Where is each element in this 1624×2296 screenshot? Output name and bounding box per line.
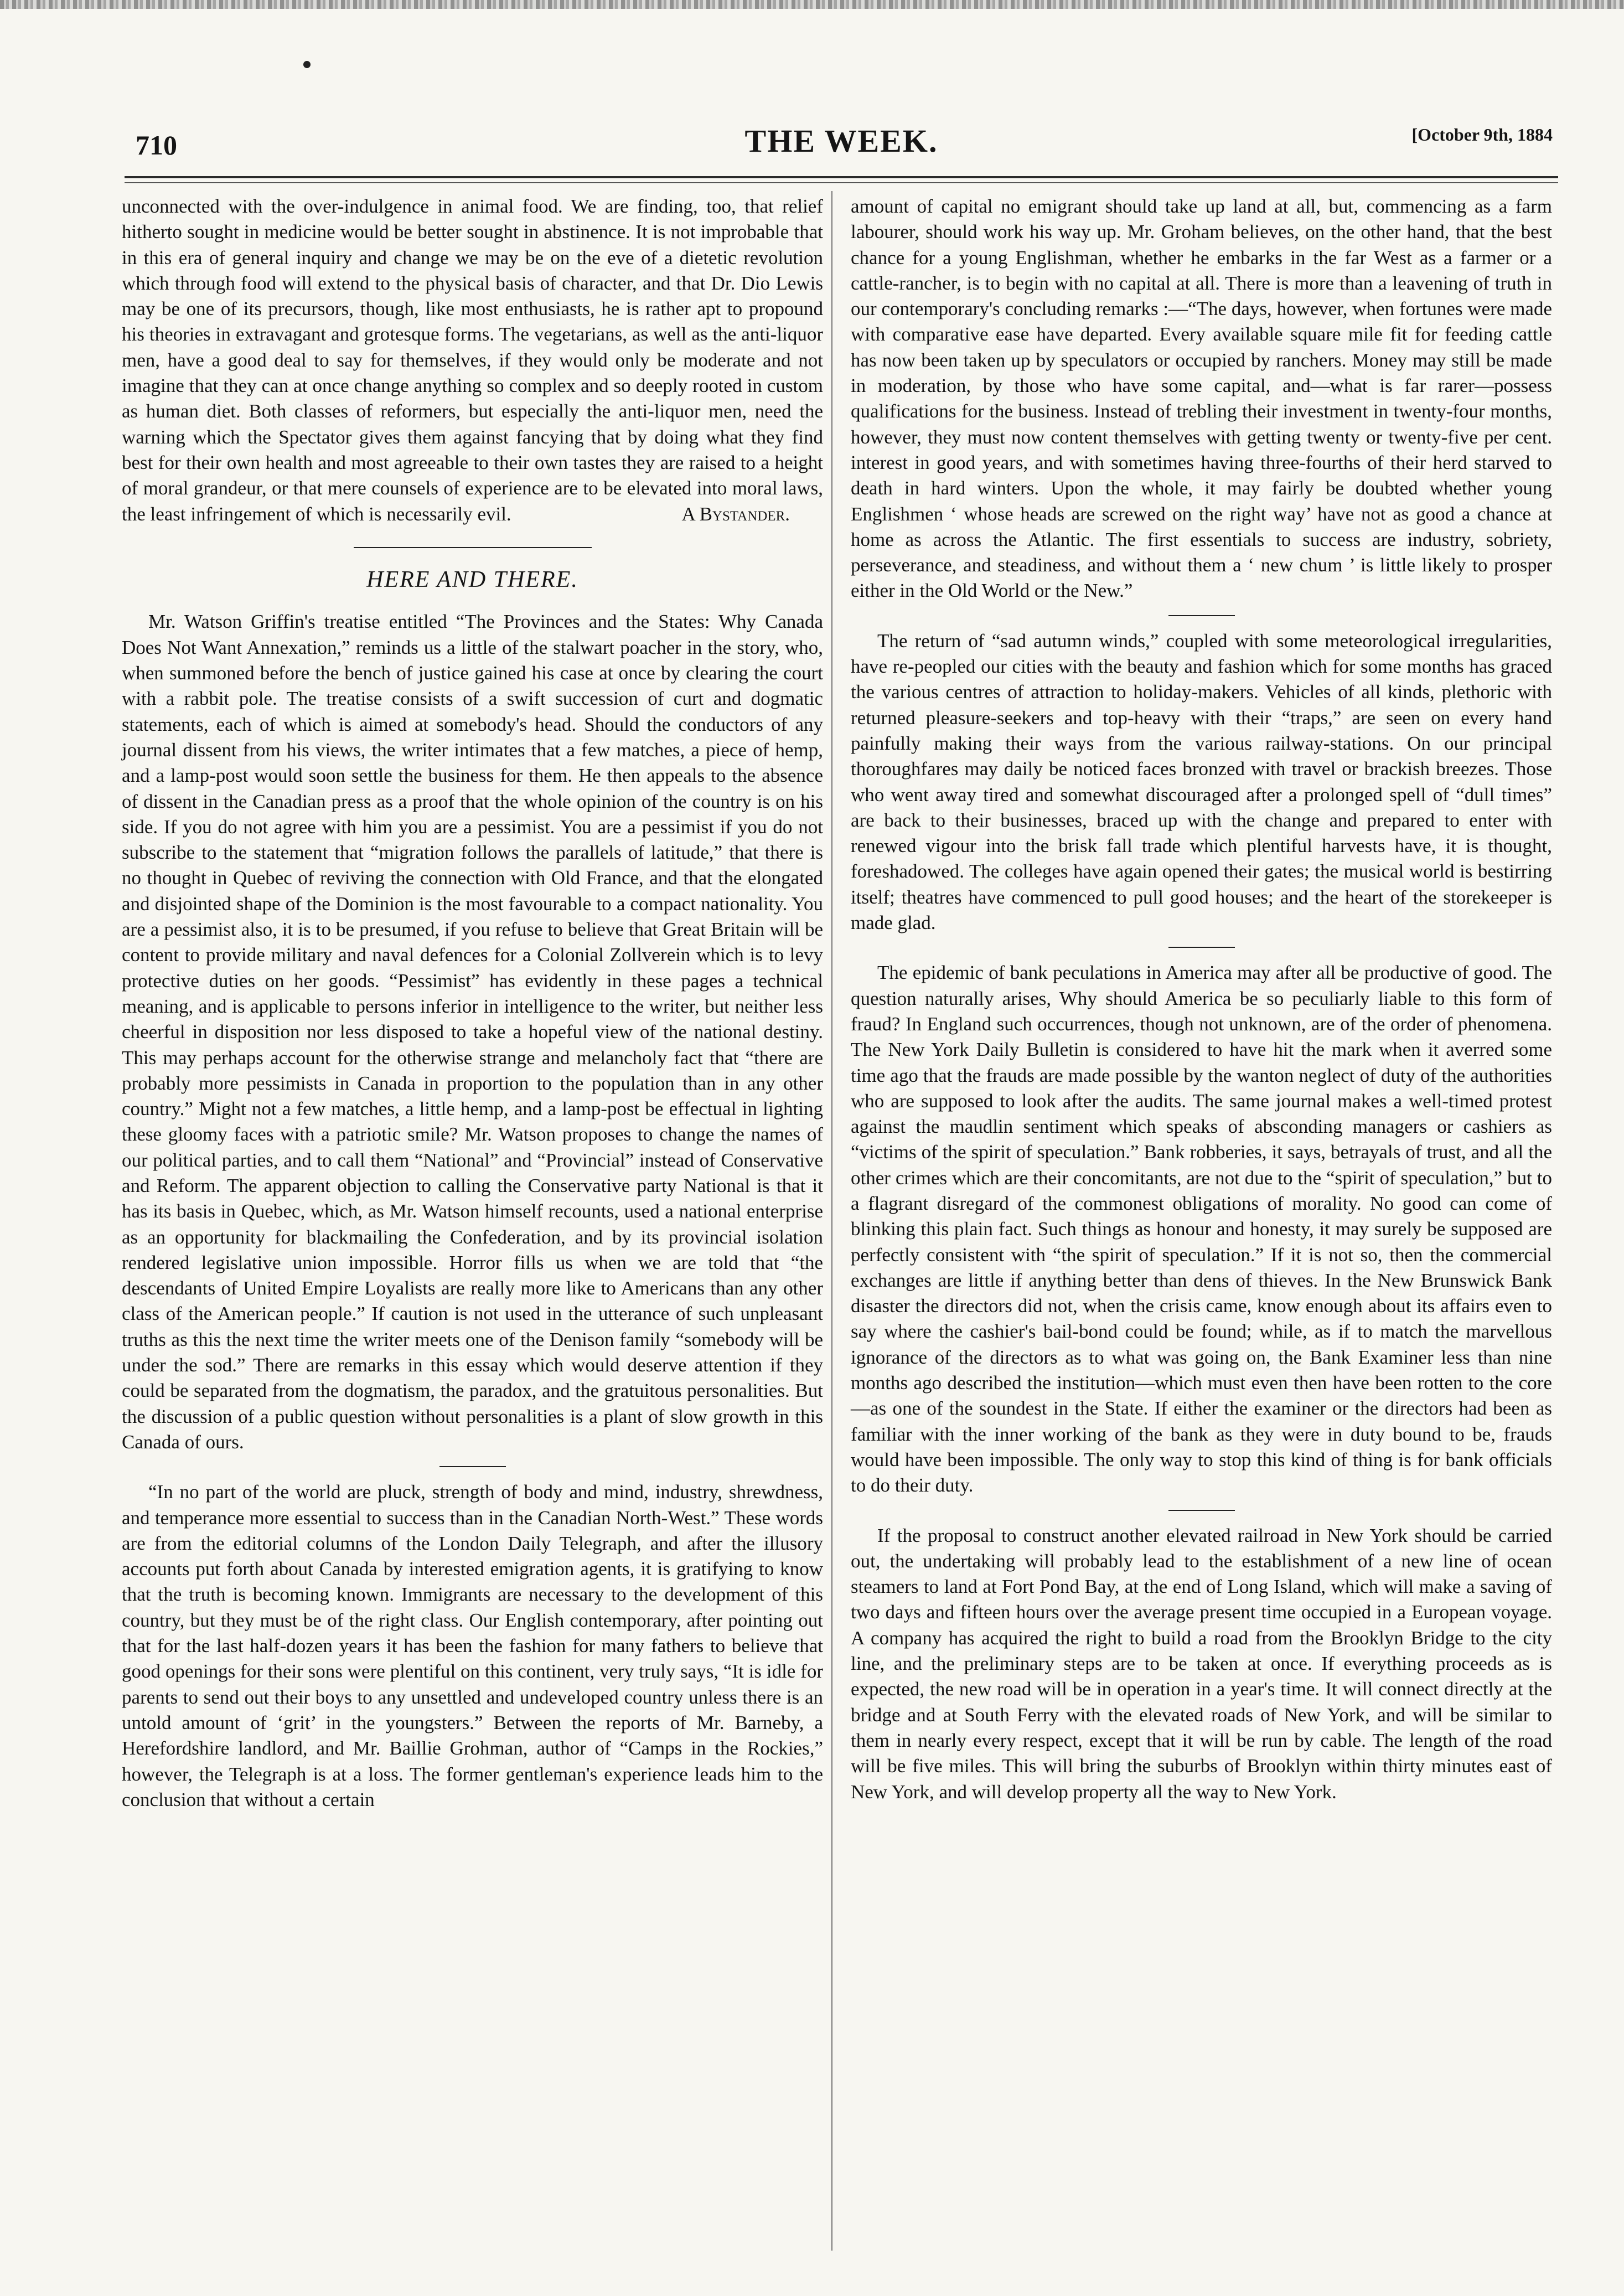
left-column	[122, 194, 823, 1813]
right-column	[851, 194, 1552, 1805]
page-top-edge	[0, 0, 1624, 9]
article-paragraph: Mr. Watson Griffin's treatise entitled “The Provinces and the States: Why Canada Does Not Want Annexation,” reminds us a little of the stalwart poacher in the story, who, when summoned before the bench of justice gained his case at once by clearing the court with a rabbit pole. The treatise consists of a swift succession of curt and dogmatic statements, each of which is aimed at somebody's head. Should the conductors of any journal dissent from his views, the writer intimates that a few matches, a piece of hemp, and a lamp-post would soon settle the business for them. He then appeals to the absence of dissent in the Canadian press as a proof that the whole opinion of the country is on his side. If you do not agree with him you are a pessimist. You are a pessimist if you do not subscribe to the statement that “migration follows the parallels of latitude,” that there is no thought in Quebec of reviving the connection with Old France, and that the elongated and disjointed shape of the Dominion is the most favourable to a compact nationality. You are a pessimist also, it is to be presumed, if you refuse to believe that Great Britain will be content to provide military and naval defences for a Colonial Zollverein which is to levy protective duties on her goods. “Pessimist” has evidently in these pages a technical meaning, and is applicable to persons inferior in intelligence to the writer, but neither less cheerful in disposition nor less disposed to take a hopeful view of the national destiny. This may perhaps account for the otherwise strange and melancholy fact that “there are probably more pessimists in Canada in proportion to the population than in any other country.” Might not a few matches, a little hemp, and a lamp-post be effectual in lighting these gloomy faces with a patriotic smile? Mr. Watson proposes to change the names of our political parties, and to call them “National” and “Provincial” instead of Conservative and Reform. The apparent objection to calling the Conservative party National is that it has its basis in Quebec, which, as Mr. Watson himself recounts, used a national enterprise as an opportunity for blackmailing the Confederation, and by its provincial isolation rendered legislative union impossible. Horror fills us when we are told that “the descendants of United Empire Loyalists are really more like to Americans than any other class of the American people.” If caution is not used in the utterance of such unpleasant truths as this the next time the writer meets one of the Denison family “somebody will be under the sod.” There are remarks in this essay which would deserve attention if they could be separated from the dogmatism, the paradox, and the gratuitous personalities. But the discussion of a public question without personalities is a plant of slow growth in this Canada of ours.	[122, 611, 823, 1453]
page-number: 710	[136, 130, 177, 161]
ink-speck	[303, 61, 311, 68]
header-rule-thin	[125, 182, 1558, 183]
page-header	[125, 119, 1558, 163]
bystander-closing-paragraph: unconnected with the over-indulgence in animal food. We are finding, too, that relief hitherto sought in medicine would be better sought in abstinence. It is not improbable that in this era of general inquiry and change we may be on the eve of a dietetic revolution which through food will extend to the physical basis of character, and that Dr. Dio Lewis may be one of its precursors, though, like most enthusiasts, he is rather apt to propound his theories in extravagant and grotesque forms. The vegetarians, as well as the anti-liquor men, have a good deal to say for themselves, if they would only be moderate and not imagine that they can at once change anything so complex and so deeply rooted in custom as human diet. Both classes of reformers, but especially the anti-liquor men, need the warning which the Spectator gives them against fancying that by doing what they find best for their own health and most agreeable to their own tastes they are raised to a height of moral grandeur, or that mere counsels of experience are to be elevated into moral laws, the least infringement of which is necessarily evil.	[122, 195, 823, 525]
article-paragraph: The epidemic of bank peculations in America may after all be productive of good. The question naturally arises, Why should America be so peculiarly liable to this form of fraud? In England such occurrences, though not unknown, are of the order of phenomena. The New York Daily Bulletin is considered to have hit the mark when it averred some time ago that the frauds are made possible by the wanton neglect of duty of the authorities who are supposed to look after the audits. The same journal makes a well-timed protest against the maudlin sentiment which speaks of absconding managers or cashiers as “victims of the spirit of speculation.” Bank robberies, it says, betrayals of trust, and all the other crimes which are their concomitants, are not due to the “spirit of speculation,” but to a flagrant disregard of the commonest obligations of morality. No good can come of blinking this plain fact. Such things as honour and honesty, it may surely be supposed are perfectly consistent with “the spirit of speculation.” If it is not so, then the commercial exchanges are little if anything better than dens of thieves. In the New Brunswick Bank disaster the directors did not, when the crisis came, know enough about its affairs even to say where the cashier's bail-bond could be found; while, as if to match the marvellous ignorance of the directors as to what was going on, the Bank Examiner less than nine months ago described the institution—which must even then have been rotten to the core—as one of the soundest in the State. If either the examiner or the directors had been as familiar with the inner working of the bank as they were in duty bound to be, frauds would have been impossible. The only way to stop this kind of thing is for bank officials to do their duty.	[851, 962, 1552, 1497]
section-heading: HERE AND THERE.	[366, 567, 578, 593]
article-paragraph: “In no part of the world are pluck, strength of body and mind, industry, shrewdness, and temperance more essential to success than in the Canadian North-West.” These words are from the editorial columns of the London Daily Telegraph, and after the illusory accounts put forth about Canada by interested emigration agents, it is gratifying to know that the truth is becoming known. Immigrants are necessary to the development of this country, but they must be of the right class. Our English contemporary, after pointing out that for the last half-dozen years it has been the fashion for many fathers to believe that good openings for their sons were plentiful on this continent, very truly says, “It is idle for parents to send out their boys to any unsettled and undeveloped country unless there is an untold amount of ‘grit’ in the youngsters.” Between the reports of Mr. Barneby, a Herefordshire landlord, and Mr. Baillie Grohman, author of “Camps in the Rockies,” however, the Telegraph is at a loss. The former gentleman's experience leads him to the conclusion that without a certain	[122, 1481, 823, 1810]
article-paragraph: If the proposal to construct another elevated railroad in New York should be carried out, the undertaking will probably lead to the establishment of a new line of ocean steamers to land at Fort Pond Bay, at the end of Long Island, which will make a saving of two days and fifteen hours over the average present time occupied in a European voyage. A company has acquired the right to build a road from the Brooklyn Bridge to the city line, and the preliminary steps are to be taken at once. If everything proceeds as is expected, the new road will be in operation in a year's time. It will connect directly at the bridge and at South Ferry with the elevated roads of New York, and will be similar to them in nearly every respect, except that it will be run by cable. The length of the road will be five miles. This will bring the suburbs of Brooklyn within thirty minutes east of New York, and will develop property all the way to New York.	[851, 1524, 1552, 1803]
article-paragraph: amount of capital no emigrant should take up land at all, but, commencing as a farm labourer, should work his way up. Mr. Groham believes, on the other hand, that the best chance for a young Englishman, whether he embarks in the far West as a farmer or a cattle-rancher, is to begin with no capital at all. There is more than a leavening of truth in our contemporary's concluding remarks :—“The days, however, when fortunes were made with comparative ease have departed. Every available square mile fit for feeding cattle has now been taken up by speculators or occupied by ranchers. Money may still be made in moderation, by those who have some capital, and—what is far rarer—possess qualifications for the business. Instead of trebling their investment in twenty-four months, however, they must now content themselves with getting twenty or twenty-five per cent. interest in good years, and with sometimes having three-fourths of their herd starved to death in hard winters. Upon the whole, it may fairly be doubted whether young Englishmen ‘ whose heads are screwed on the right way’ have not as good a chance at home as across the Atlantic. The first essentials to success are industry, sobriety, perseverance, and steadiness, and without them a ‘ new chum ’ is little likely to prosper either in the Old World or the New.”	[851, 195, 1552, 602]
section-divider	[354, 547, 592, 548]
item-divider	[1168, 947, 1235, 948]
column-divider	[831, 191, 832, 2251]
item-divider	[1168, 1510, 1235, 1511]
header-rule-thick	[125, 176, 1558, 178]
issue-date: [October 9th, 1884	[1411, 125, 1553, 145]
masthead-title: THE WEEK.	[744, 123, 938, 159]
item-divider	[1168, 615, 1235, 616]
item-divider	[439, 1466, 506, 1467]
bystander-signature: A Bystander.	[681, 503, 790, 525]
article-paragraph: The return of “sad autumn winds,” coupled with some meteorological irregularities, have re-peopled our cities with the beauty and fashion which for some months has graced the various centres of attraction to holiday-makers. Vehicles of all kinds, plethoric with returned pleasure-seekers and top-heavy with their “traps,” are seen on every hand painfully making their ways from the various railway-stations. On our principal thoroughfares may daily be noticed faces bronzed with travel or brackish breezes. Those who went away tired and somewhat discouraged after a prolonged spell of “dull times” are back to their businesses, braced up with the change and prepared to enter with renewed vigour into the brisk fall trade which plentiful harvests have, it is thought, foreshadowed. The colleges have again opened their gates; the musical world is bestirring itself; theatres have commenced to pull good houses; and the heart of the storekeeper is made glad.	[851, 630, 1552, 934]
